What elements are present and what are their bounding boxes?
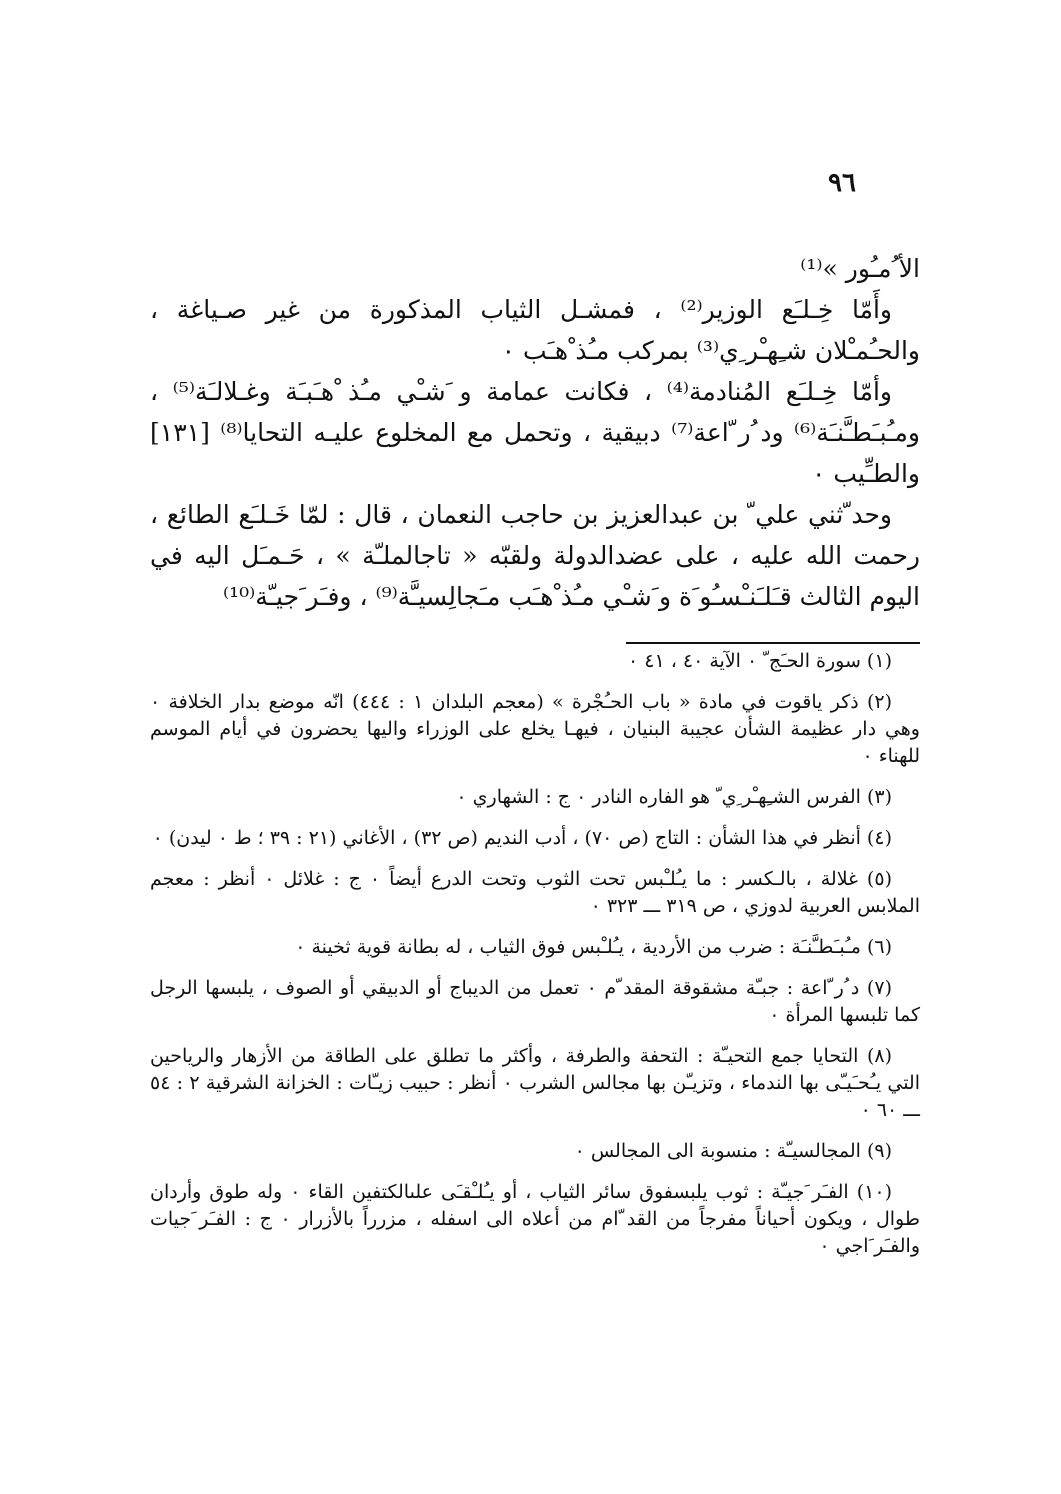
footnote-2: (٢) ذكر ياقوت في مادة « باب الحـُجْرة » (معجم البلدان ١ : ٤٤٤) انّه موضع بدار الخلافة ٠ وهي دار عظيمة الشأن عجيبة البنيان ، فيهـا يخلع على الوزراء واليها يحضرون في أيام الموسم للهناء ٠ <box>150 691 920 767</box>
footnote-1: (١) سورة الحـَج ّ ٠ الآية ٤٠ ، ٤١ ٠ <box>628 650 892 672</box>
body-paragraph-narration: وحد ّثني علي ّ بن عبدالعزيز بن حاجب النعمان ، قال : لمّا خَـلـَع الطائع ، رحمت الله عليه ، على عضدالدولة ولقبّه « تاجالملـّة » ، حَـمـَل اليه في اليوم الثالث قـَلـَنـْسـُو َة و َشـْي مـُذ ْهـَب مـَجالِسيـَّة⁽⁹⁾ ، وفـَر َجيـّة⁽¹⁰⁾ <box>150 500 920 611</box>
footnote-7: (٧) د ُر ّاعة : جبـّة مشقوقة المقد ّم ٠ تعمل من الديباج أو الدبيقي أو الصوف ، يلبسها الرجل كما تلبسها المرأة ٠ <box>150 977 920 1026</box>
body-paragraph-companion-robes: وأمّا خِـلـَع المُنادمة⁽⁴⁾ ، فكانت عمامة و َشـْي مـُذ ْهـَبـَة وغـلالـَة⁽⁵⁾ ، ومـُبـَطـَّنـَة⁽⁶⁾ ود ُر ّاعة⁽⁷⁾ دبيقية ، وتحمل مع المخلوع عليـه التحايا⁽⁸⁾ [١٣١] والطـِّيب ٠ <box>150 377 921 488</box>
footnotes <box>150 648 920 1274</box>
footnote-3: (٣) الفرس الشـِهـْر ِي ّ هو الفاره النادر ٠ ج : الشهاري ٠ <box>456 786 892 808</box>
footnote-6: (٦) مـُبـَطـَّنـَة : ضرب من الأردية ، يـُلـْبس فوق الثياب ، له بطانة قوية ثخينة ٠ <box>295 936 892 958</box>
footnote-5: (٥) غلالة ، بالـكسر : ما يـُلـْبس تحت الثوب وتحت الدرع أيضاً ٠ ج : غلائل ٠ أنظر : معجم الملابس العربية لدوزي ، ص ٣١٩ ـــ ٣٢٣ ٠ <box>150 868 920 917</box>
footnote-divider <box>626 642 920 644</box>
footnote-8: (٨) التحايا جمع التحيـّة : التحفة والطرفة ، وأكثر ما تطلق على الطاقة من الأزهار والرياحين التي يـُحـَيـّى بها الندماء ، وتزيـّن بها مجالس الشرب ٠ أنظر : حبيب زيـّات : الخزانة الشرقية ٢ : ٥٤ ـــ ٦٠ ٠ <box>150 1045 920 1121</box>
main-text <box>150 248 920 617</box>
footnote-4: (٤) أنظر في هذا الشأن : التاج (ص ٧٠) ، أدب النديم (ص ٣٢) ، الأغاني (٢١ : ٣٩ ؛ ط ٠ ليدن) ٠ <box>152 827 892 849</box>
footnote-9: (٩) المجالسيـّة : منسوبة الى المجالس ٠ <box>574 1140 892 1162</box>
body-paragraph-vizier-robes: وأَمّا خِـلـَع الوزير⁽²⁾ ، فمشـل الثياب المذكورة من غير صـياغة ، والحـُمـْلان شـِهـْر ِي⁽³⁾ بمركب مـُذ ْهـَب ٠ <box>150 295 920 365</box>
body-line-continuation: الأ ُمـُور »⁽¹⁾ <box>800 254 920 283</box>
page-number: ٩٦ <box>828 168 856 198</box>
footnote-10: (١٠) الفـَر َجيـّة : ثوب يلبسفوق سائر الثياب ، أو يـُلـْقـَى علىالكتفين القاء ٠ وله طوق وأردان طوال ، ويكون أحياناً مفرجاً من القد ّام من أعلاه الى اسفله ، مزرراً بالأزرار ٠ ج : الفـَر َجيات والفـَر َاجي ٠ <box>150 1181 920 1257</box>
